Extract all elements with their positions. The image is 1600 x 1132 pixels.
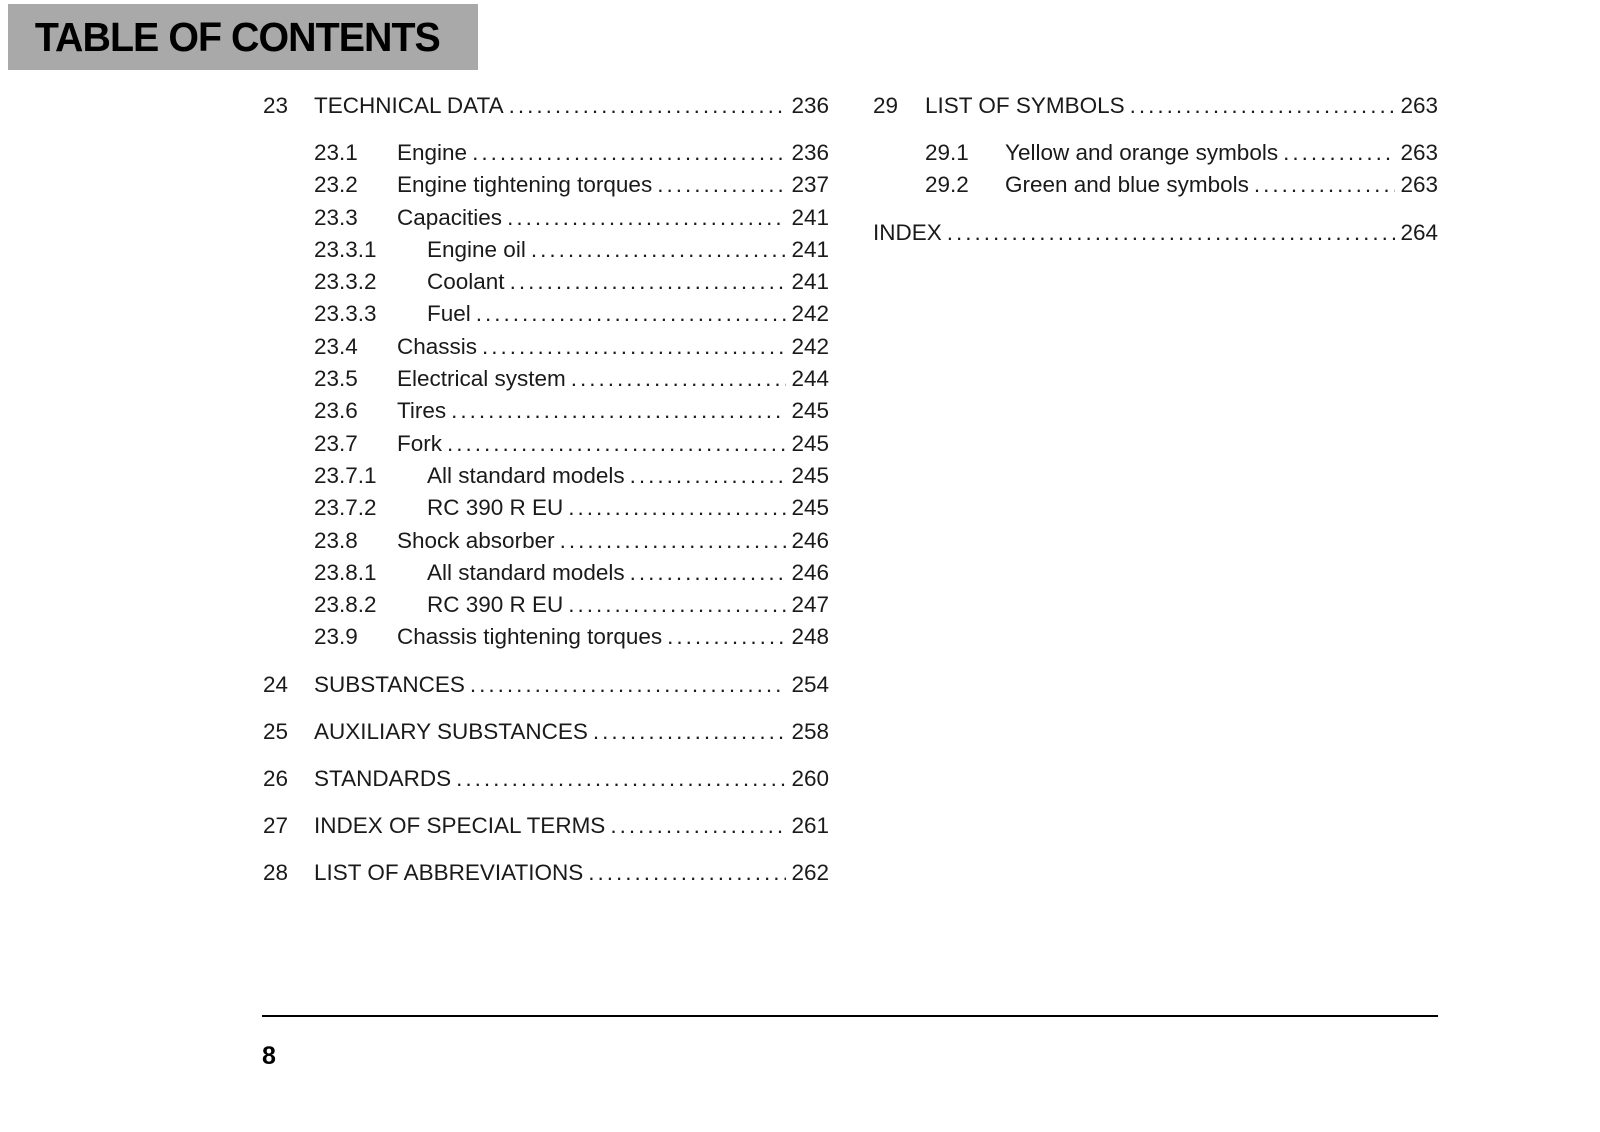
entry-page: 263 bbox=[1400, 140, 1438, 165]
entry-title: Engine tightening torques bbox=[397, 172, 653, 198]
entry-page: 258 bbox=[791, 718, 829, 744]
toc-entry[interactable] bbox=[263, 331, 829, 363]
dot-leader bbox=[560, 525, 787, 557]
dot-leader bbox=[667, 621, 786, 653]
toc-entry[interactable] bbox=[873, 90, 1438, 122]
toc-entry[interactable] bbox=[263, 137, 829, 169]
entry-number: 27 bbox=[263, 812, 289, 838]
toc-column-left bbox=[263, 90, 829, 904]
entry-number: 29 bbox=[873, 93, 899, 118]
entry-page: 262 bbox=[791, 859, 829, 885]
dot-leader bbox=[630, 460, 787, 492]
entry-number: 24 bbox=[263, 671, 289, 697]
entry-number: 23.5 bbox=[314, 366, 358, 392]
entry-page: 242 bbox=[791, 301, 829, 327]
dot-leader bbox=[447, 428, 786, 460]
dot-leader bbox=[657, 169, 786, 201]
toc-entry[interactable] bbox=[263, 363, 829, 395]
toc-entry[interactable] bbox=[263, 266, 829, 298]
entry-title: Yellow and orange symbols bbox=[1005, 140, 1279, 165]
entry-page: 244 bbox=[791, 366, 829, 392]
toc-entry[interactable] bbox=[263, 589, 829, 621]
dot-leader bbox=[476, 298, 787, 330]
toc-entry[interactable] bbox=[263, 669, 829, 701]
entry-title: Capacities bbox=[397, 204, 503, 230]
entry-number: 23.7.1 bbox=[314, 462, 377, 488]
entry-title: Engine oil bbox=[427, 236, 526, 262]
entry-page: 263 bbox=[1400, 172, 1438, 198]
toc-entry[interactable] bbox=[873, 137, 1438, 169]
dot-leader bbox=[509, 90, 787, 122]
toc-entry[interactable] bbox=[263, 621, 829, 653]
entry-number: 23.3 bbox=[314, 204, 358, 230]
dot-leader bbox=[568, 492, 786, 524]
entry-title: All standard models bbox=[427, 559, 625, 585]
dot-leader bbox=[482, 331, 786, 363]
entry-title: LIST OF SYMBOLS bbox=[925, 93, 1125, 118]
toc-entry[interactable] bbox=[263, 557, 829, 589]
entry-number: 23.3.1 bbox=[314, 236, 377, 262]
entry-page: 245 bbox=[791, 495, 829, 521]
toc-entry[interactable] bbox=[263, 857, 829, 889]
entry-page: 248 bbox=[791, 624, 829, 650]
dot-leader bbox=[470, 669, 787, 701]
entry-page: 245 bbox=[791, 430, 829, 456]
entry-title: Chassis tightening torques bbox=[397, 624, 663, 650]
entry-page: 237 bbox=[791, 172, 829, 198]
entry-title: Green and blue symbols bbox=[1005, 172, 1249, 198]
entry-number: 23.2 bbox=[314, 172, 358, 198]
toc-entry[interactable] bbox=[263, 395, 829, 427]
entry-page: 245 bbox=[791, 398, 829, 424]
dot-leader bbox=[593, 716, 787, 748]
toc-entry[interactable] bbox=[263, 428, 829, 460]
toc-entry[interactable] bbox=[263, 169, 829, 201]
dot-leader bbox=[571, 363, 787, 395]
entry-number: 23 bbox=[263, 93, 289, 118]
entry-page: 247 bbox=[791, 592, 829, 618]
entry-title: TECHNICAL DATA bbox=[314, 93, 504, 118]
toc-entry[interactable] bbox=[263, 525, 829, 557]
entry-title: STANDARDS bbox=[314, 765, 452, 791]
page-title: TABLE OF CONTENTS bbox=[34, 13, 440, 60]
entry-title: Shock absorber bbox=[397, 527, 555, 553]
toc-entry[interactable] bbox=[263, 492, 829, 524]
entry-page: 264 bbox=[1400, 219, 1438, 245]
entry-number: 23.9 bbox=[314, 624, 358, 650]
entry-title: SUBSTANCES bbox=[314, 671, 465, 697]
entry-number: 26 bbox=[263, 765, 289, 791]
entry-number: 28 bbox=[263, 859, 289, 885]
entry-page: 236 bbox=[791, 93, 829, 118]
entry-title: Coolant bbox=[427, 269, 505, 295]
dot-leader bbox=[451, 395, 786, 427]
dot-leader bbox=[1254, 169, 1396, 201]
entry-title: Electrical system bbox=[397, 366, 566, 392]
entry-number: 23.1 bbox=[314, 140, 358, 165]
dot-leader bbox=[588, 857, 786, 889]
toc-entry[interactable] bbox=[263, 810, 829, 842]
entry-number: 29.1 bbox=[925, 140, 969, 165]
entry-number: 23.3.2 bbox=[314, 269, 377, 295]
toc-entry[interactable] bbox=[263, 90, 829, 122]
entry-title: Chassis bbox=[397, 333, 478, 359]
toc-entry[interactable] bbox=[263, 460, 829, 492]
toc-entry[interactable] bbox=[263, 202, 829, 234]
entry-title: RC 390 R EU bbox=[427, 495, 564, 521]
dot-leader bbox=[947, 217, 1396, 249]
entry-number: 23.8 bbox=[314, 527, 358, 553]
toc-entry[interactable] bbox=[263, 716, 829, 748]
entry-page: 242 bbox=[791, 333, 829, 359]
dot-leader bbox=[510, 266, 787, 298]
entry-page: 245 bbox=[791, 462, 829, 488]
entry-title: INDEX bbox=[873, 219, 942, 245]
dot-leader bbox=[1283, 137, 1395, 169]
entry-page: 254 bbox=[791, 671, 829, 697]
entry-title: Tires bbox=[397, 398, 447, 424]
entry-number: 23.7.2 bbox=[314, 495, 377, 521]
dot-leader bbox=[1130, 90, 1396, 122]
entry-page: 246 bbox=[791, 559, 829, 585]
entry-page: 263 bbox=[1400, 93, 1438, 118]
entry-number: 23.7 bbox=[314, 430, 358, 456]
entry-number: 23.8.2 bbox=[314, 592, 377, 618]
page-number: 8 bbox=[262, 1042, 276, 1070]
entry-page: 261 bbox=[791, 812, 829, 838]
entry-title: INDEX OF SPECIAL TERMS bbox=[314, 812, 606, 838]
entry-number: 23.4 bbox=[314, 333, 358, 359]
toc-entry[interactable] bbox=[263, 234, 829, 266]
entry-page: 260 bbox=[791, 765, 829, 791]
entry-title: LIST OF ABBREVIATIONS bbox=[314, 859, 584, 885]
entry-title: AUXILIARY SUBSTANCES bbox=[314, 718, 588, 744]
dot-leader bbox=[507, 202, 786, 234]
dot-leader bbox=[472, 137, 786, 169]
entry-title: RC 390 R EU bbox=[427, 592, 564, 618]
toc-column-right bbox=[873, 90, 1438, 264]
dot-leader bbox=[630, 557, 787, 589]
entry-title: Fuel bbox=[427, 301, 471, 327]
toc-entry[interactable] bbox=[873, 217, 1438, 249]
entry-page: 241 bbox=[791, 236, 829, 262]
entry-page: 241 bbox=[791, 204, 829, 230]
dot-leader bbox=[568, 589, 786, 621]
toc-entry[interactable] bbox=[263, 298, 829, 330]
entry-number: 23.8.1 bbox=[314, 559, 377, 585]
toc-entry[interactable] bbox=[873, 169, 1438, 201]
entry-title: Fork bbox=[397, 430, 442, 456]
dot-leader bbox=[531, 234, 787, 266]
entry-title: All standard models bbox=[427, 462, 625, 488]
dot-leader bbox=[456, 763, 786, 795]
entry-page: 246 bbox=[791, 527, 829, 553]
footer-divider bbox=[262, 1015, 1438, 1017]
dot-leader bbox=[610, 810, 786, 842]
entry-page: 241 bbox=[791, 269, 829, 295]
entry-number: 25 bbox=[263, 718, 289, 744]
page-header bbox=[8, 4, 478, 70]
entry-page: 236 bbox=[791, 140, 829, 165]
toc-entry[interactable] bbox=[263, 763, 829, 795]
entry-number: 23.3.3 bbox=[314, 301, 377, 327]
entry-title: Engine bbox=[397, 140, 468, 165]
entry-number: 23.6 bbox=[314, 398, 358, 424]
entry-number: 29.2 bbox=[925, 172, 969, 198]
